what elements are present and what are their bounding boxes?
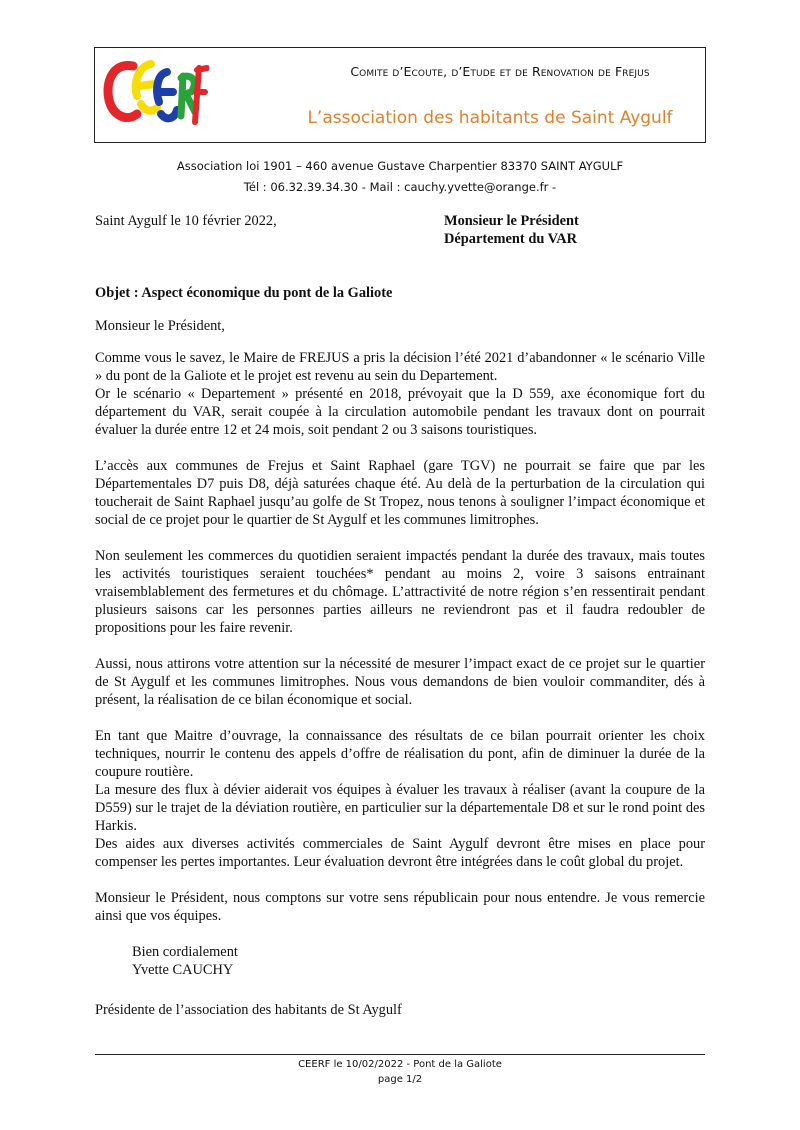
paragraph-text: La mesure des flux à dévier aiderait vos équipes à évaluer les travaux à réaliser (avant la coupure de la D559) sur le trajet de la déviation routière, en particulier sur la départementale D8 et sur le rond point des Harkis.	[95, 782, 705, 834]
paragraph	[95, 349, 705, 439]
letterhead-box	[94, 47, 706, 143]
salutation: Monsieur le Président,	[95, 318, 225, 334]
paragraph-text: Des aides aux diverses activités commerciales de Saint Aygulf devront être mises en place pour compenser les pertes importantes. Leur évaluation devront être intégrées dans le coût global du projet.	[95, 836, 705, 870]
paragraph: Monsieur le Président, nous comptons sur votre sens républicain pour nous entendre. Je vous remercie ainsi que vos équipes.	[95, 890, 705, 924]
association-address: Association loi 1901 – 460 avenue Gustave Charpentier 83370 SAINT AYGULF	[176, 159, 624, 173]
letter-body	[95, 349, 705, 979]
page-number: page 1/2	[377, 1074, 423, 1085]
signer-name: Yvette CAUCHY	[132, 962, 234, 978]
recipient-line: Département du VAR	[444, 231, 577, 247]
paragraph	[95, 727, 705, 871]
closing-phrase: Bien cordialement	[132, 944, 238, 960]
association-tagline: L’association des habitants de Saint Aygulf	[307, 108, 673, 128]
organization-name: Comite d’Ecoute, d’Etude et de Renovation de Frejus	[350, 64, 650, 79]
ceerf-logo	[99, 52, 209, 140]
paragraph-text: En tant que Maitre d’ouvrage, la connaissance des résultats de ce bilan pourrait orienter les choix techniques, nourrir le contenu des appels d’offre de réalisation du pont, afin de diminuer la durée de la coupure routière.	[95, 728, 705, 780]
signer-title: Présidente de l’association des habitants de St Aygulf	[95, 1002, 402, 1018]
footer-reference: CEERF le 10/02/2022 - Pont de la Galiote	[298, 1059, 502, 1070]
paragraph: Aussi, nous attirons votre attention sur la nécessité de mesurer l’impact exact de ce projet sur le quartier de St Aygulf et les communes limitrophes. Nous vous demandons de bien vouloir commanditer, dés à présent, la réalisation de ce bilan économique et social.	[95, 656, 705, 708]
paragraph-text: Comme vous le savez, le Maire de FREJUS a pris la décision l’été 2021 d’abandonner « le scénario Ville » du pont de la Galiote et le projet est revenu au sein du Departement.	[95, 350, 705, 384]
paragraph-text: Or le scénario « Departement » présenté en 2018, prévoyait que la D 559, axe économique fort du département du VAR, serait coupée à la circulation automobile pendant les travaux dont on pourrait évaluer la durée entre 12 et 24 mois, soit pendant 2 ou 3 saisons touristiques.	[95, 386, 705, 438]
place-date: Saint Aygulf le 10 février 2022,	[95, 213, 277, 229]
recipient-line: Monsieur le Président	[444, 213, 579, 229]
paragraph: L’accès aux communes de Frejus et Saint Raphael (gare TGV) ne pourrait se faire que par les Départementales D7 puis D8, déjà saturées chaque été. Au delà de la perturbation de la circulation qui toucherait de Saint Raphael jusqu’au golfe de St Tropez, nous tenons à souligner l’impact économique et social de ce projet pour le quartier de St Aygulf et les communes limitrophes.	[95, 458, 705, 528]
recipient-block	[444, 212, 579, 248]
closing-block	[132, 943, 705, 979]
paragraph: Non seulement les commerces du quotidien seraient impactés pendant la durée des travaux, mais toutes les activités touristiques seraient touchées* pendant au moins 2, voire 3 saisons entrainant vraisemblablement des fermetures et du chômage. L’attractivité de notre région s’en ressentirait pendant plusieurs saisons car les personnes parties ailleurs ne reviendront pas et il faudra redoubler de propositions pour les faire revenir.	[95, 548, 705, 636]
letter-subject: Objet : Aspect économique du pont de la Galiote	[95, 285, 393, 301]
contact-line: Tél : 06.32.39.34.30 - Mail : cauchy.yvette@orange.fr -	[243, 180, 557, 194]
footer-divider	[95, 1054, 705, 1055]
